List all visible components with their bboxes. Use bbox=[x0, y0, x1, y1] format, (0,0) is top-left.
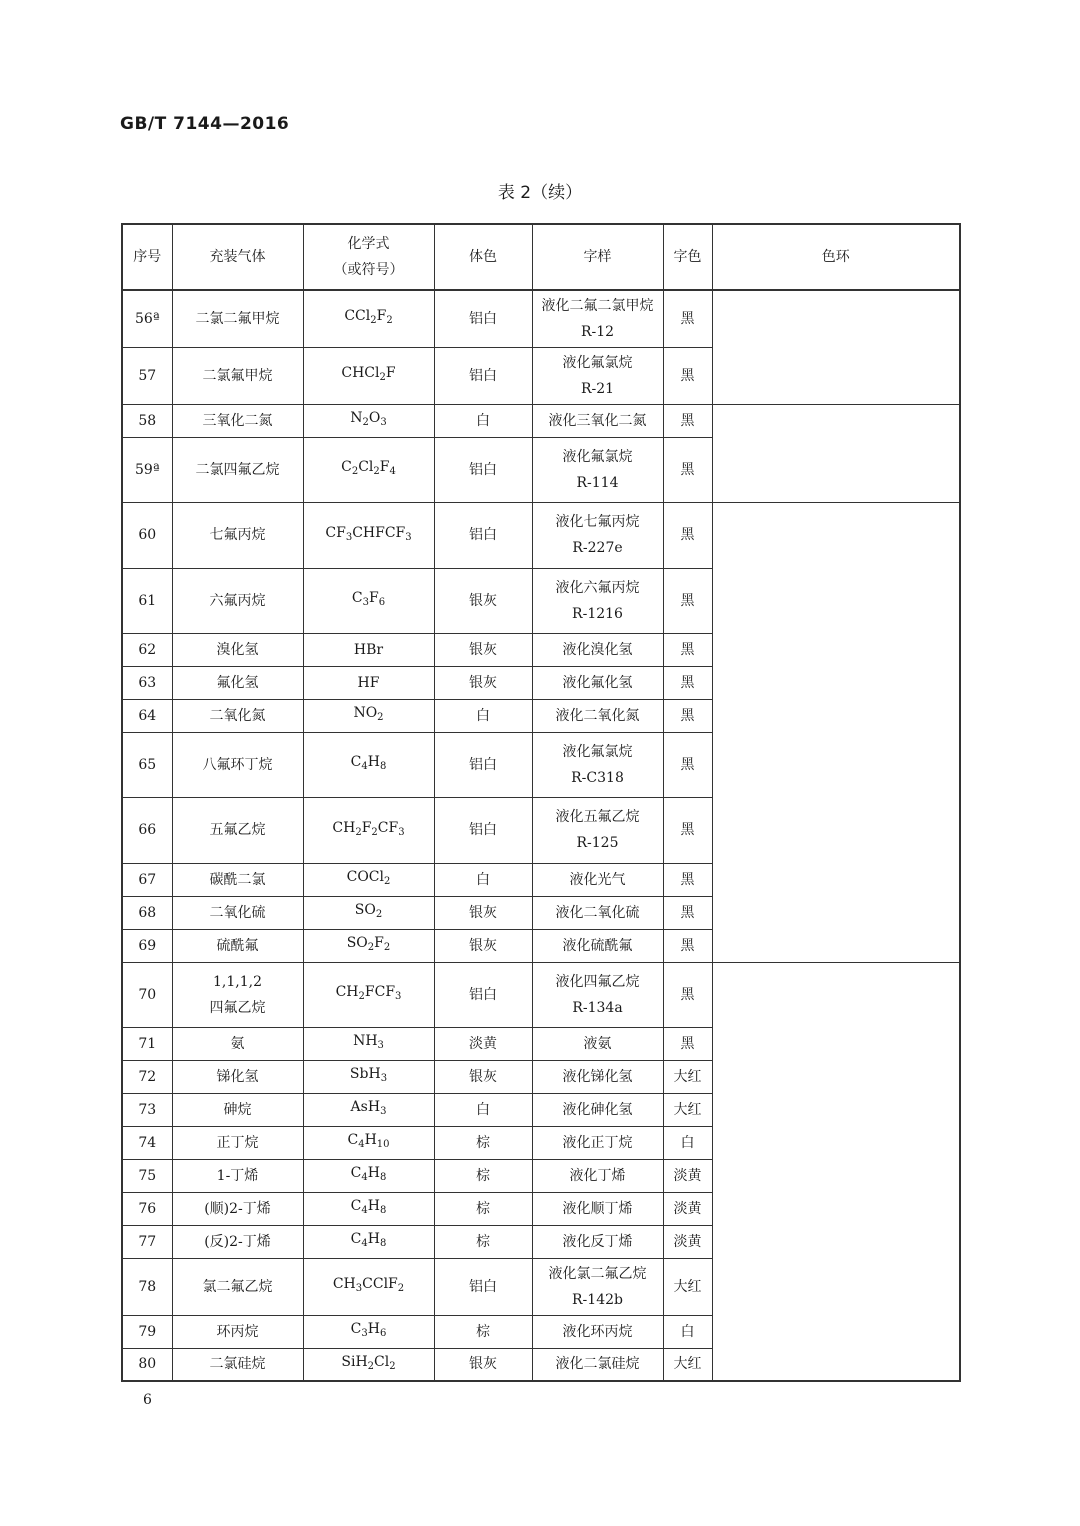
cell-gas bbox=[172, 437, 303, 502]
cell-formula: CHCl$_2$F bbox=[303, 347, 434, 404]
cell-ring bbox=[712, 404, 960, 502]
cell-lettering-line: 液化二氟二氯甲烷 bbox=[541, 297, 654, 314]
cell-lettering bbox=[532, 347, 663, 404]
cell-lettering-line: 液化氟氯烷 bbox=[562, 743, 633, 760]
cell-letter-color: 黑 bbox=[663, 962, 712, 1027]
cell-lettering-line: 液化溴化氢 bbox=[562, 641, 633, 658]
cell-letter-color: 黑 bbox=[663, 863, 712, 896]
cell-lettering-line: 液化顺丁烯 bbox=[562, 1200, 633, 1217]
cell-gas bbox=[172, 1027, 303, 1060]
cell-lettering bbox=[532, 929, 663, 962]
cell-formula: $C_4H_{10}$ bbox=[303, 1126, 434, 1159]
cell-ring bbox=[712, 502, 960, 962]
cell-letter-color: 黑 bbox=[663, 929, 712, 962]
cell-gas-line: 硫酰氟 bbox=[216, 937, 259, 954]
cell-gas-line: 溴化氢 bbox=[216, 641, 259, 658]
cell-formula: $CH_2F_2CF_3$ bbox=[303, 797, 434, 863]
cell-lettering bbox=[532, 437, 663, 502]
table-row bbox=[122, 962, 960, 1027]
header-formula-main: 化学式 bbox=[347, 236, 390, 252]
cell-body-color: 白 bbox=[434, 863, 532, 896]
cell-seq: 66 bbox=[122, 797, 172, 863]
cell-gas bbox=[172, 290, 303, 347]
cell-formula: $SO_2$ bbox=[303, 896, 434, 929]
cell-gas bbox=[172, 666, 303, 699]
cell-letter-color: 白 bbox=[663, 1126, 712, 1159]
cell-gas-line: 四氟乙烷 bbox=[209, 999, 266, 1016]
cell-body-color: 铝白 bbox=[434, 797, 532, 863]
cell-gas-line: 环丙烷 bbox=[216, 1323, 259, 1340]
cell-letter-color: 淡黄 bbox=[663, 1192, 712, 1225]
table-row bbox=[122, 502, 960, 568]
page-number: 6 bbox=[143, 1392, 152, 1408]
cell-lettering bbox=[532, 666, 663, 699]
cell-body-color: 铝白 bbox=[434, 962, 532, 1027]
cell-letter-color: 白 bbox=[663, 1315, 712, 1348]
cell-gas-line: 五氟乙烷 bbox=[209, 822, 266, 838]
cell-gas-line: 六氟丙烷 bbox=[209, 592, 266, 609]
cell-seq: 75 bbox=[122, 1159, 172, 1192]
cell-lettering-line: R-142b bbox=[572, 1291, 623, 1308]
cell-lettering-line: R-114 bbox=[576, 474, 619, 491]
cell-seq: 76 bbox=[122, 1192, 172, 1225]
cell-gas bbox=[172, 1126, 303, 1159]
cell-seq: 67 bbox=[122, 863, 172, 896]
cell-gas bbox=[172, 502, 303, 568]
cell-gas bbox=[172, 1225, 303, 1258]
cell-body-color: 铝白 bbox=[434, 347, 532, 404]
cell-formula: COCl$_2$ bbox=[303, 863, 434, 896]
cell-lettering-line: 液化六氟丙烷 bbox=[555, 579, 640, 596]
cell-gas bbox=[172, 633, 303, 666]
header-ring: 色环 bbox=[712, 224, 960, 290]
cell-lettering-line: 液化锑化氢 bbox=[562, 1068, 633, 1085]
cell-letter-color: 大红 bbox=[663, 1093, 712, 1126]
cell-letter-color: 大红 bbox=[663, 1348, 712, 1381]
cell-body-color: 棕 bbox=[434, 1159, 532, 1192]
header-letter-color: 字色 bbox=[663, 224, 712, 290]
table-row bbox=[122, 404, 960, 437]
cell-body-color: 银灰 bbox=[434, 896, 532, 929]
cell-letter-color: 黑 bbox=[663, 568, 712, 633]
cell-seq: 77 bbox=[122, 1225, 172, 1258]
cell-lettering-line: 液化二氯硅烷 bbox=[555, 1356, 640, 1373]
cell-letter-color: 大红 bbox=[663, 1258, 712, 1315]
cell-formula: $CCl_2F_2$ bbox=[303, 290, 434, 347]
cell-lettering-line: 液化七氟丙烷 bbox=[555, 514, 640, 530]
cell-seq: 63 bbox=[122, 666, 172, 699]
cell-lettering bbox=[532, 1258, 663, 1315]
table-header-row bbox=[122, 224, 960, 290]
cell-lettering-line: 液化砷化氢 bbox=[562, 1101, 633, 1118]
cell-gas bbox=[172, 1060, 303, 1093]
cell-lettering bbox=[532, 290, 663, 347]
standard-code: GB/T 7144—2016 bbox=[120, 114, 290, 134]
cell-gas-line: 二氯二氟甲烷 bbox=[195, 310, 280, 327]
cell-lettering-line: 液化氟氯烷 bbox=[562, 448, 633, 465]
cell-body-color: 铝白 bbox=[434, 732, 532, 797]
cell-body-color: 银灰 bbox=[434, 1060, 532, 1093]
cell-gas-line: 二氯硅烷 bbox=[209, 1356, 266, 1373]
cell-letter-color: 黑 bbox=[663, 666, 712, 699]
cell-body-color: 棕 bbox=[434, 1225, 532, 1258]
cell-seq: 79 bbox=[122, 1315, 172, 1348]
cell-formula: $SiH_2Cl_2$ bbox=[303, 1348, 434, 1381]
cell-letter-color: 黑 bbox=[663, 502, 712, 568]
table-caption: 表 2（续） bbox=[497, 183, 583, 203]
cell-body-color: 铝白 bbox=[434, 1258, 532, 1315]
cell-lettering-line: 液化丁烯 bbox=[569, 1167, 626, 1184]
cell-gas bbox=[172, 699, 303, 732]
cell-lettering-line: 液化反丁烯 bbox=[562, 1233, 633, 1250]
cell-seq: 69 bbox=[122, 929, 172, 962]
cell-lettering-line: 液化五氟乙烷 bbox=[555, 809, 640, 825]
cell-lettering-line: R-12 bbox=[580, 323, 615, 340]
cell-lettering-line: 液化三氧化二氮 bbox=[548, 412, 647, 429]
cell-seq: 58 bbox=[122, 404, 172, 437]
cell-body-color: 银灰 bbox=[434, 666, 532, 699]
cell-formula: AsH$_3$ bbox=[303, 1093, 434, 1126]
cell-formula: $NO_2$ bbox=[303, 699, 434, 732]
cell-gas-line: 氯二氟乙烷 bbox=[202, 1278, 273, 1295]
cell-gas-line: 氨 bbox=[230, 1035, 245, 1052]
header-formula bbox=[303, 224, 434, 290]
cell-gas-line: 二氧化硫 bbox=[209, 904, 266, 921]
cell-seq: 65 bbox=[122, 732, 172, 797]
cell-seq: 73 bbox=[122, 1093, 172, 1126]
cell-gas bbox=[172, 1159, 303, 1192]
cell-letter-color: 淡黄 bbox=[663, 1225, 712, 1258]
cell-body-color: 铝白 bbox=[434, 502, 532, 568]
cell-formula: $C_4H_8$ bbox=[303, 1225, 434, 1258]
cell-lettering-line: 液化二氧化硫 bbox=[555, 904, 640, 921]
header-gas: 充装气体 bbox=[172, 224, 303, 290]
header-formula-sub: （或符号） bbox=[333, 262, 404, 278]
cell-formula: $N_2O_3$ bbox=[303, 404, 434, 437]
cell-lettering-line: 液化光气 bbox=[569, 871, 626, 888]
header-seq: 序号 bbox=[122, 224, 172, 290]
cell-lettering-line: R-C318 bbox=[571, 769, 624, 786]
cell-letter-color: 大红 bbox=[663, 1060, 712, 1093]
cell-lettering-line: R-1216 bbox=[572, 605, 623, 622]
table-body bbox=[122, 290, 960, 1381]
cell-lettering bbox=[532, 502, 663, 568]
cell-lettering bbox=[532, 1225, 663, 1258]
cell-formula: $C_4H_8$ bbox=[303, 1159, 434, 1192]
cell-letter-color: 黑 bbox=[663, 1027, 712, 1060]
cell-gas-line: 正丁烷 bbox=[216, 1134, 259, 1151]
cell-gas-line: (反)2-丁烯 bbox=[204, 1233, 271, 1250]
cell-seq: 71 bbox=[122, 1027, 172, 1060]
cell-lettering-line: R-125 bbox=[576, 835, 619, 851]
cell-body-color: 白 bbox=[434, 404, 532, 437]
cell-lettering-line: 液化氟化氢 bbox=[562, 674, 633, 691]
cell-letter-color: 黑 bbox=[663, 797, 712, 863]
cell-letter-color: 淡黄 bbox=[663, 1159, 712, 1192]
cell-body-color: 淡黄 bbox=[434, 1027, 532, 1060]
cell-lettering bbox=[532, 863, 663, 896]
cell-lettering-line: 液氨 bbox=[583, 1035, 612, 1052]
cell-gas-line: 锑化氢 bbox=[216, 1068, 259, 1085]
cell-seq: 62 bbox=[122, 633, 172, 666]
cell-body-color: 银灰 bbox=[434, 1348, 532, 1381]
cell-lettering bbox=[532, 1159, 663, 1192]
cell-lettering bbox=[532, 962, 663, 1027]
cell-seq: 64 bbox=[122, 699, 172, 732]
cell-formula: $CH_2FCF_3$ bbox=[303, 962, 434, 1027]
cell-letter-color: 黑 bbox=[663, 404, 712, 437]
cell-seq: 70 bbox=[122, 962, 172, 1027]
cell-gas-line: 二氯四氟乙烷 bbox=[195, 461, 280, 478]
cell-lettering bbox=[532, 732, 663, 797]
cell-lettering-line: 液化二氧化氮 bbox=[555, 707, 640, 724]
cell-gas bbox=[172, 1258, 303, 1315]
cell-gas bbox=[172, 404, 303, 437]
cell-gas bbox=[172, 863, 303, 896]
cell-lettering bbox=[532, 568, 663, 633]
cell-lettering bbox=[532, 1060, 663, 1093]
cell-body-color: 棕 bbox=[434, 1315, 532, 1348]
cell-gas-line: 砷烷 bbox=[223, 1101, 252, 1118]
cell-body-color: 白 bbox=[434, 699, 532, 732]
cell-ring bbox=[712, 290, 960, 404]
cell-seq: 74 bbox=[122, 1126, 172, 1159]
cell-formula: $SO_2F_2$ bbox=[303, 929, 434, 962]
cell-formula: HBr bbox=[303, 633, 434, 666]
cell-body-color: 铝白 bbox=[434, 290, 532, 347]
cell-gas bbox=[172, 1315, 303, 1348]
cell-body-color: 白 bbox=[434, 1093, 532, 1126]
cell-body-color: 银灰 bbox=[434, 633, 532, 666]
cell-ring bbox=[712, 962, 960, 1381]
header-lettering: 字样 bbox=[532, 224, 663, 290]
cell-letter-color: 黑 bbox=[663, 732, 712, 797]
table-row bbox=[122, 290, 960, 347]
cell-lettering-line: 液化环丙烷 bbox=[562, 1323, 633, 1340]
cell-seq: 80 bbox=[122, 1348, 172, 1381]
cell-lettering bbox=[532, 1348, 663, 1381]
cell-body-color: 银灰 bbox=[434, 568, 532, 633]
header-body-color: 体色 bbox=[434, 224, 532, 290]
cell-formula: $NH_3$ bbox=[303, 1027, 434, 1060]
cell-lettering bbox=[532, 1027, 663, 1060]
cell-lettering bbox=[532, 404, 663, 437]
cell-gas-line: 二氯氟甲烷 bbox=[202, 367, 273, 384]
cell-gas-line: 八氟环丁烷 bbox=[202, 756, 273, 773]
cell-seq: 78 bbox=[122, 1258, 172, 1315]
cell-gas-line: 1,1,1,2 bbox=[213, 973, 262, 990]
cell-body-color: 棕 bbox=[434, 1126, 532, 1159]
cell-formula: $C_2Cl_2F_4$ bbox=[303, 437, 434, 502]
cell-formula: HF bbox=[303, 666, 434, 699]
cell-gas bbox=[172, 929, 303, 962]
cell-lettering bbox=[532, 633, 663, 666]
cell-gas-line: 七氟丙烷 bbox=[209, 527, 266, 543]
cell-gas-line: (顺)2-丁烯 bbox=[204, 1200, 271, 1217]
cell-formula: $C_4H_8$ bbox=[303, 732, 434, 797]
cell-body-color: 铝白 bbox=[434, 437, 532, 502]
cell-lettering-line: 液化氟氯烷 bbox=[562, 354, 633, 371]
cell-body-color: 棕 bbox=[434, 1192, 532, 1225]
cell-gas-line: 碳酰二氯 bbox=[209, 871, 266, 888]
cell-lettering-line: 液化四氟乙烷 bbox=[555, 973, 640, 990]
gas-cylinder-table bbox=[121, 223, 961, 1382]
cell-letter-color: 黑 bbox=[663, 699, 712, 732]
cell-gas bbox=[172, 962, 303, 1027]
cell-lettering-line: 液化氯二氟乙烷 bbox=[548, 1265, 647, 1282]
cell-letter-color: 黑 bbox=[663, 347, 712, 404]
cell-lettering-line: R-21 bbox=[580, 380, 615, 397]
cell-gas bbox=[172, 568, 303, 633]
cell-seq: 56ª bbox=[122, 290, 172, 347]
cell-seq: 61 bbox=[122, 568, 172, 633]
cell-formula: $CH_3CClF_2$ bbox=[303, 1258, 434, 1315]
cell-lettering-line: 液化正丁烷 bbox=[562, 1134, 633, 1151]
cell-lettering-line: 液化硫酰氟 bbox=[562, 937, 633, 954]
cell-letter-color: 黑 bbox=[663, 290, 712, 347]
cell-lettering-line: R-134a bbox=[572, 999, 623, 1016]
cell-seq: 68 bbox=[122, 896, 172, 929]
cell-lettering bbox=[532, 1315, 663, 1348]
cell-gas-line: 氟化氢 bbox=[216, 674, 259, 691]
cell-gas bbox=[172, 797, 303, 863]
cell-lettering bbox=[532, 896, 663, 929]
cell-lettering bbox=[532, 699, 663, 732]
cell-seq: 57 bbox=[122, 347, 172, 404]
cell-gas bbox=[172, 1192, 303, 1225]
cell-formula: $C_3H_6$ bbox=[303, 1315, 434, 1348]
cell-seq: 59ª bbox=[122, 437, 172, 502]
cell-letter-color: 黑 bbox=[663, 633, 712, 666]
cell-letter-color: 黑 bbox=[663, 896, 712, 929]
cell-seq: 72 bbox=[122, 1060, 172, 1093]
cell-gas bbox=[172, 896, 303, 929]
cell-lettering bbox=[532, 1093, 663, 1126]
cell-lettering bbox=[532, 1126, 663, 1159]
cell-seq: 60 bbox=[122, 502, 172, 568]
cell-formula: SbH$_3$ bbox=[303, 1060, 434, 1093]
cell-lettering-line: R-227e bbox=[572, 540, 623, 556]
cell-lettering bbox=[532, 1192, 663, 1225]
cell-gas bbox=[172, 1093, 303, 1126]
cell-lettering bbox=[532, 797, 663, 863]
cell-formula: $CF_3CHFCF_3$ bbox=[303, 502, 434, 568]
cell-gas-line: 二氧化氮 bbox=[209, 707, 266, 724]
cell-formula: $C_4H_8$ bbox=[303, 1192, 434, 1225]
cell-gas bbox=[172, 732, 303, 797]
cell-gas-line: 1-丁烯 bbox=[216, 1167, 259, 1184]
cell-gas bbox=[172, 1348, 303, 1381]
cell-gas-line: 三氧化二氮 bbox=[202, 412, 273, 429]
cell-body-color: 银灰 bbox=[434, 929, 532, 962]
cell-gas bbox=[172, 347, 303, 404]
cell-letter-color: 黑 bbox=[663, 437, 712, 502]
cell-formula: $C_3F_6$ bbox=[303, 568, 434, 633]
